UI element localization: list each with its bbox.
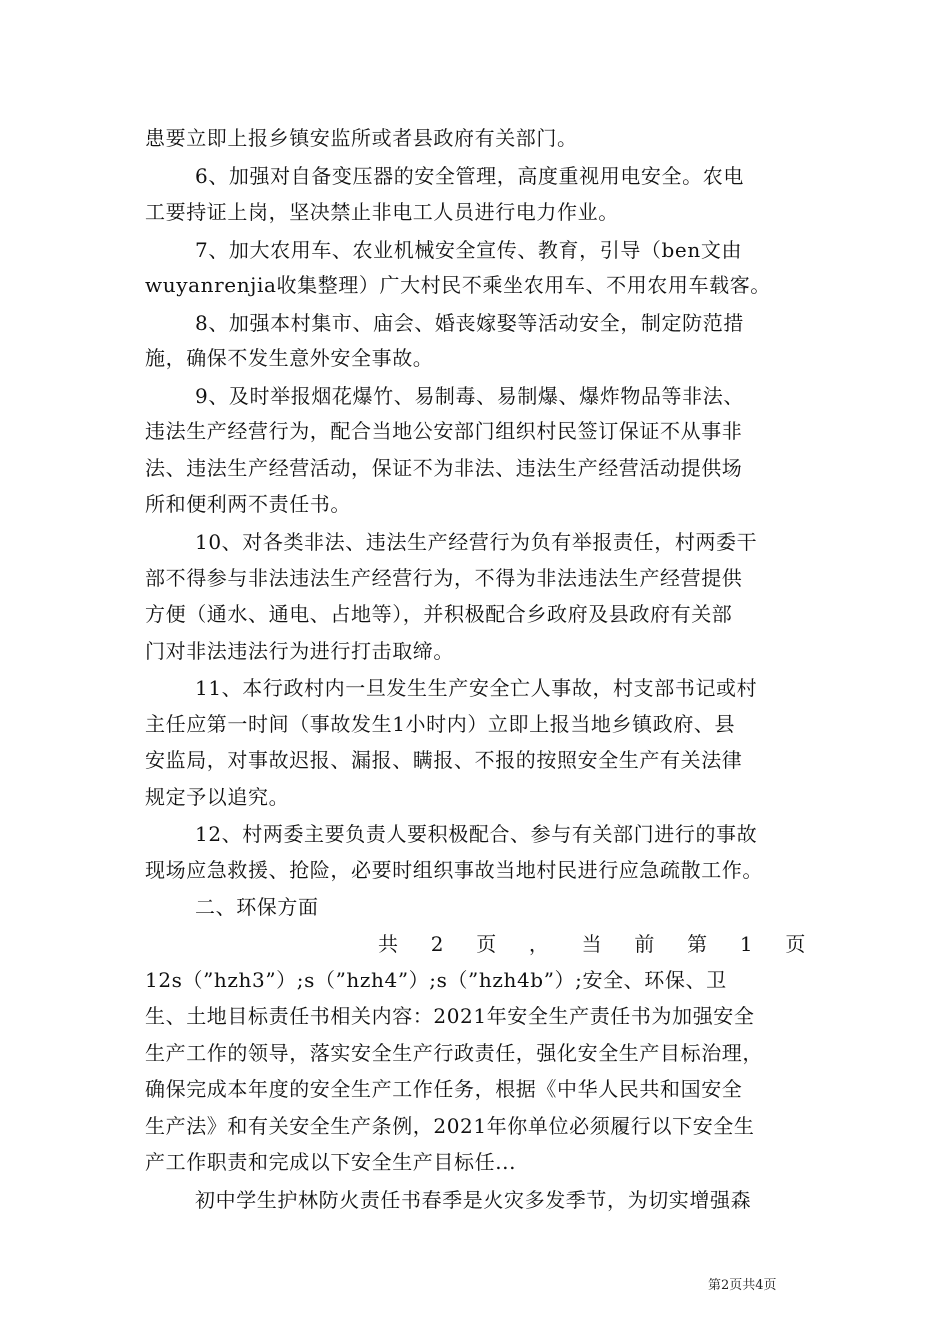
text-line: 患要立即上报乡镇安监所或者县政府有关部门。 — [145, 126, 578, 150]
text-line: 12s（”hzh3”）;s（”hzh4”）;s（”hzh4b”）;安全、环保、卫 — [145, 968, 727, 992]
text-line: 规定予以追究。 — [145, 785, 290, 809]
section-heading: 二、环保方面 — [195, 895, 319, 919]
text-line: 现场应急救援、抢险，必要时组织事故当地村民进行应急疏散工作。 — [145, 858, 763, 882]
text-line: 8、加强本村集市、庙会、婚丧嫁娶等活动安全，制定防范措 — [195, 311, 744, 335]
page-footer: 第2页共4页 — [708, 1278, 777, 1293]
text-line: 12、村两委主要负责人要积极配合、参与有关部门进行的事故 — [195, 822, 758, 846]
text-line: wuyanrenjia收集整理）广大村民不乘坐农用车、不用农用车载客。 — [145, 273, 771, 297]
text-line: 初中学生护林防火责任书春季是火灾多发季节，为切实增强森 — [195, 1188, 752, 1212]
page-marker-char: ， — [528, 932, 550, 956]
page-marker-char: 前 — [634, 932, 655, 956]
text-line: 7、加大农用车、农业机械安全宣传、教育，引导（ben文由 — [195, 238, 743, 262]
text-line: 确保完成本年度的安全生产工作任务，根据《中华人民共和国安全 — [145, 1077, 743, 1101]
text-line: 违法生产经营行为，配合当地公安部门组织村民签订保证不从事非 — [145, 419, 743, 443]
text-line: 法、违法生产经营活动，保证不为非法、违法生产经营活动提供场 — [145, 456, 743, 480]
text-line: 6、加强对自备变压器的安全管理，高度重视用电安全。农电 — [195, 164, 744, 188]
text-line: 方便（通水、通电、占地等），并积极配合乡政府及县政府有关部 — [145, 602, 733, 626]
text-line: 施，确保不发生意外安全事故。 — [145, 346, 434, 370]
text-line: 安监局，对事故迟报、漏报、瞒报、不报的按照安全生产有关法律 — [145, 748, 743, 772]
text-line: 工要持证上岗，坚决禁止非电工人员进行电力作业。 — [145, 200, 619, 224]
page-marker — [378, 930, 806, 958]
text-line: 部不得参与非法违法生产经营行为，不得为非法违法生产经营提供 — [145, 566, 743, 590]
text-line: 所和便利两不责任书。 — [145, 492, 351, 516]
page-marker-char: 当 — [581, 932, 603, 956]
text-line: 门对非法违法行为进行打击取缔。 — [145, 639, 454, 663]
text-line: 9、及时举报烟花爆竹、易制毒、易制爆、爆炸物品等非法、 — [195, 384, 744, 408]
page-marker-char: 共 — [378, 932, 399, 956]
text-line: 生、土地目标责任书相关内容：2021年安全生产责任书为加强安全 — [145, 1004, 755, 1028]
page-marker-char: 1 — [739, 932, 754, 956]
page-marker-char: 页 — [785, 932, 806, 956]
page-marker-char: 第 — [687, 932, 708, 956]
text-line: 11、本行政村内一旦发生生产安全亡人事故，村支部书记或村 — [195, 676, 758, 700]
text-line: 生产工作的领导，落实安全生产行政责任，强化安全生产目标治理， — [145, 1041, 763, 1065]
page-marker-char: 2 — [430, 932, 445, 956]
text-line: 产工作职责和完成以下安全生产目标任... — [145, 1150, 517, 1174]
text-line: 主任应第一时间（事故发生1小时内）立即上报当地乡镇政府、县 — [145, 712, 736, 736]
page-marker-char: 页 — [476, 932, 497, 956]
text-line: 生产法》和有关安全生产条例，2021年你单位必须履行以下安全生 — [145, 1114, 755, 1138]
text-line: 10、对各类非法、违法生产经营行为负有举报责任，村两委干 — [195, 530, 758, 554]
